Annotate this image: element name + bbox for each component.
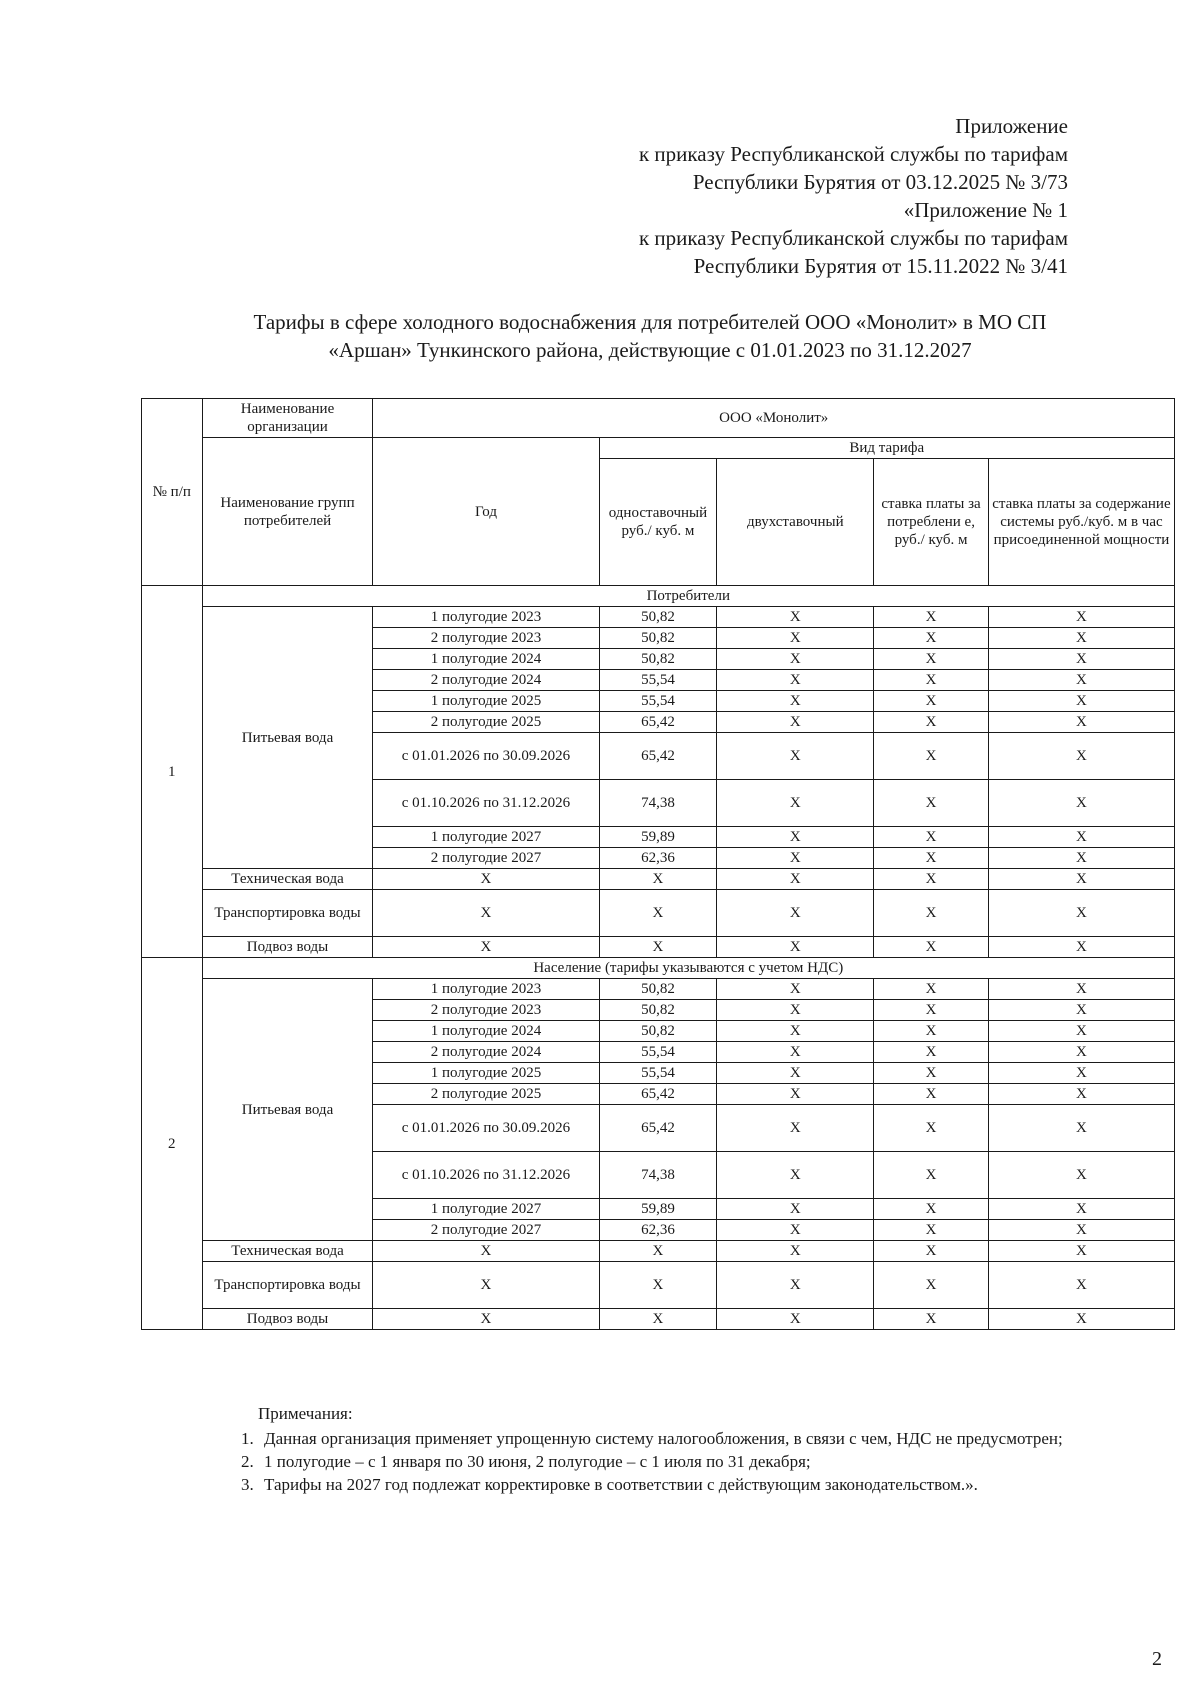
column-header-maintenance: ставка платы за содержание системы руб./куб. м в час присоединенной мощности [988, 459, 1174, 586]
column-header-double: двухставочный [717, 459, 874, 586]
consumption-rate-cell: Х [874, 712, 989, 733]
note-item: 1. Данная организация применяет упрощенную систему налогообложения, в связи с чем, НДС не предусмотрен; [258, 1427, 1168, 1450]
consumer-group: Подвоз воды [202, 1309, 373, 1330]
double-rate-cell: Х [717, 1220, 874, 1241]
maintenance-rate-cell: Х [988, 1220, 1174, 1241]
maintenance-rate-cell: Х [988, 649, 1174, 670]
maintenance-rate-cell: Х [988, 869, 1174, 890]
consumption-rate-cell: Х [874, 937, 989, 958]
maintenance-rate-cell: Х [988, 670, 1174, 691]
double-rate-cell: Х [717, 1105, 874, 1152]
consumer-group: Питьевая вода [202, 979, 373, 1241]
consumption-rate-cell: Х [874, 1152, 989, 1199]
header-line: Приложение [955, 114, 1068, 138]
column-header-org-name: Наименование организации [202, 399, 373, 438]
consumption-rate-cell: Х [874, 1220, 989, 1241]
period-cell: с 01.01.2026 по 30.09.2026 [373, 733, 599, 780]
consumption-rate-cell: Х [874, 979, 989, 1000]
double-rate-cell: Х [717, 780, 874, 827]
row-number: 1 [142, 586, 203, 958]
table-row [142, 1309, 1175, 1330]
single-rate-cell: 55,54 [599, 691, 717, 712]
single-rate-cell: 59,89 [599, 1199, 717, 1220]
period-cell: с 01.10.2026 по 31.12.2026 [373, 1152, 599, 1199]
page-number: 2 [1152, 1648, 1162, 1670]
consumer-group: Техническая вода [202, 869, 373, 890]
consumption-rate-cell: Х [874, 1199, 989, 1220]
period-cell: 2 полугодие 2024 [373, 670, 599, 691]
period-cell: Х [373, 1262, 599, 1309]
maintenance-rate-cell: Х [988, 848, 1174, 869]
maintenance-rate-cell: Х [988, 628, 1174, 649]
double-rate-cell: Х [717, 1021, 874, 1042]
consumer-group: Транспортировка воды [202, 1262, 373, 1309]
table-row [142, 979, 1175, 1000]
maintenance-rate-cell: Х [988, 979, 1174, 1000]
consumption-rate-cell: Х [874, 1000, 989, 1021]
section-label-row [142, 586, 1175, 607]
single-rate-cell: 65,42 [599, 1105, 717, 1152]
period-cell: Х [373, 1241, 599, 1262]
period-cell: Х [373, 937, 599, 958]
consumption-rate-cell: Х [874, 670, 989, 691]
period-cell: с 01.10.2026 по 31.12.2026 [373, 780, 599, 827]
period-cell: 1 полугодие 2027 [373, 827, 599, 848]
consumption-rate-cell: Х [874, 733, 989, 780]
double-rate-cell: Х [717, 733, 874, 780]
consumption-rate-cell: Х [874, 869, 989, 890]
double-rate-cell: Х [717, 869, 874, 890]
maintenance-rate-cell: Х [988, 1309, 1174, 1330]
consumption-rate-cell: Х [874, 848, 989, 869]
consumption-rate-cell: Х [874, 1309, 989, 1330]
single-rate-cell: 74,38 [599, 780, 717, 827]
double-rate-cell: Х [717, 1262, 874, 1309]
consumption-rate-cell: Х [874, 890, 989, 937]
maintenance-rate-cell: Х [988, 1105, 1174, 1152]
consumption-rate-cell: Х [874, 1021, 989, 1042]
table-row [142, 1241, 1175, 1262]
consumption-rate-cell: Х [874, 607, 989, 628]
row-number: 2 [142, 958, 203, 1330]
consumption-rate-cell: Х [874, 780, 989, 827]
maintenance-rate-cell: Х [988, 1084, 1174, 1105]
consumption-rate-cell: Х [874, 1241, 989, 1262]
maintenance-rate-cell: Х [988, 1199, 1174, 1220]
double-rate-cell: Х [717, 1241, 874, 1262]
maintenance-rate-cell: Х [988, 1042, 1174, 1063]
maintenance-rate-cell: Х [988, 1063, 1174, 1084]
period-cell: 2 полугодие 2025 [373, 712, 599, 733]
double-rate-cell: Х [717, 628, 874, 649]
double-rate-cell: Х [717, 1152, 874, 1199]
single-rate-cell: Х [599, 890, 717, 937]
period-cell: 2 полугодие 2027 [373, 848, 599, 869]
section-label: Потребители [202, 586, 1174, 607]
consumer-group: Транспортировка воды [202, 890, 373, 937]
column-header-single: одноставочный руб./ куб. м [599, 459, 717, 586]
single-rate-cell: 55,54 [599, 1042, 717, 1063]
maintenance-rate-cell: Х [988, 733, 1174, 780]
document-title [140, 308, 1160, 364]
period-cell: 1 полугодие 2024 [373, 1021, 599, 1042]
single-rate-cell: Х [599, 1309, 717, 1330]
table-row [142, 937, 1175, 958]
single-rate-cell: 50,82 [599, 607, 717, 628]
header-line: «Приложение № 1 [903, 198, 1068, 222]
single-rate-cell: 62,36 [599, 1220, 717, 1241]
notes-list [228, 1427, 1168, 1496]
double-rate-cell: Х [717, 937, 874, 958]
header-line: к приказу Республиканской службы по тарифам [638, 142, 1068, 166]
maintenance-rate-cell: Х [988, 1000, 1174, 1021]
maintenance-rate-cell: Х [988, 780, 1174, 827]
double-rate-cell: Х [717, 827, 874, 848]
consumer-group: Подвоз воды [202, 937, 373, 958]
single-rate-cell: 65,42 [599, 733, 717, 780]
single-rate-cell: 50,82 [599, 628, 717, 649]
notes-title: Примечания: [258, 1404, 353, 1423]
table-row [142, 890, 1175, 937]
period-cell: Х [373, 890, 599, 937]
single-rate-cell: Х [599, 937, 717, 958]
period-cell: 1 полугодие 2024 [373, 649, 599, 670]
double-rate-cell: Х [717, 607, 874, 628]
consumer-group: Питьевая вода [202, 607, 373, 869]
single-rate-cell: 65,42 [599, 712, 717, 733]
table-row [142, 1262, 1175, 1309]
consumer-group: Техническая вода [202, 1241, 373, 1262]
double-rate-cell: Х [717, 1084, 874, 1105]
consumption-rate-cell: Х [874, 1042, 989, 1063]
single-rate-cell: 55,54 [599, 1063, 717, 1084]
maintenance-rate-cell: Х [988, 691, 1174, 712]
single-rate-cell: 65,42 [599, 1084, 717, 1105]
period-cell: 2 полугодие 2025 [373, 1084, 599, 1105]
consumption-rate-cell: Х [874, 827, 989, 848]
single-rate-cell: 74,38 [599, 1152, 717, 1199]
org-name: ООО «Монолит» [373, 399, 1175, 438]
single-rate-cell: Х [599, 1241, 717, 1262]
consumption-rate-cell: Х [874, 691, 989, 712]
double-rate-cell: Х [717, 1042, 874, 1063]
notes-section [228, 1402, 1168, 1496]
header-row-org [142, 399, 1175, 438]
table-row [142, 869, 1175, 890]
note-item: 3. Тарифы на 2027 год подлежат корректировке в соответствии с действующим законодательством.». [258, 1473, 1168, 1496]
title-line-2: «Аршан» Тункинского района, действующие с 01.01.2023 по 31.12.2027 [328, 338, 972, 362]
consumption-rate-cell: Х [874, 1105, 989, 1152]
period-cell: 1 полугодие 2023 [373, 979, 599, 1000]
period-cell: 1 полугодие 2025 [373, 691, 599, 712]
maintenance-rate-cell: Х [988, 1021, 1174, 1042]
double-rate-cell: Х [717, 712, 874, 733]
single-rate-cell: Х [599, 869, 717, 890]
period-cell: 2 полугодие 2027 [373, 1220, 599, 1241]
double-rate-cell: Х [717, 670, 874, 691]
single-rate-cell: 50,82 [599, 979, 717, 1000]
double-rate-cell: Х [717, 848, 874, 869]
period-cell: с 01.01.2026 по 30.09.2026 [373, 1105, 599, 1152]
double-rate-cell: Х [717, 1309, 874, 1330]
column-header-consumption: ставка платы за потреблени е, руб./ куб. м [874, 459, 989, 586]
single-rate-cell: 62,36 [599, 848, 717, 869]
document-header [368, 112, 1068, 280]
double-rate-cell: Х [717, 649, 874, 670]
double-rate-cell: Х [717, 1000, 874, 1021]
consumption-rate-cell: Х [874, 1084, 989, 1105]
consumption-rate-cell: Х [874, 649, 989, 670]
header-line: Республики Бурятия от 15.11.2022 № 3/41 [693, 254, 1068, 278]
single-rate-cell: 50,82 [599, 649, 717, 670]
header-line: к приказу Республиканской службы по тарифам [638, 226, 1068, 250]
single-rate-cell: Х [599, 1262, 717, 1309]
maintenance-rate-cell: Х [988, 1241, 1174, 1262]
maintenance-rate-cell: Х [988, 607, 1174, 628]
period-cell: Х [373, 869, 599, 890]
period-cell: 1 полугодие 2025 [373, 1063, 599, 1084]
maintenance-rate-cell: Х [988, 890, 1174, 937]
column-header-num: № п/п [142, 399, 203, 586]
double-rate-cell: Х [717, 1063, 874, 1084]
period-cell: 2 полугодие 2023 [373, 1000, 599, 1021]
column-header-year: Год [373, 438, 599, 586]
header-line: Республики Бурятия от 03.12.2025 № 3/73 [692, 170, 1068, 194]
double-rate-cell: Х [717, 1199, 874, 1220]
maintenance-rate-cell: Х [988, 712, 1174, 733]
consumption-rate-cell: Х [874, 628, 989, 649]
column-header-group: Наименование групп потребителей [202, 438, 373, 586]
title-line-1: Тарифы в сфере холодного водоснабжения для потребителей ООО «Монолит» в МО СП [253, 310, 1047, 334]
period-cell: 1 полугодие 2027 [373, 1199, 599, 1220]
period-cell: 1 полугодие 2023 [373, 607, 599, 628]
maintenance-rate-cell: Х [988, 1152, 1174, 1199]
section-label: Население (тарифы указываются с учетом НДС) [202, 958, 1174, 979]
tariff-type-header: Вид тарифа [599, 438, 1175, 459]
single-rate-cell: 59,89 [599, 827, 717, 848]
note-item: 2. 1 полугодие – с 1 января по 30 июня, 2 полугодие – с 1 июля по 31 декабря; [258, 1450, 1168, 1473]
maintenance-rate-cell: Х [988, 937, 1174, 958]
consumption-rate-cell: Х [874, 1063, 989, 1084]
single-rate-cell: 55,54 [599, 670, 717, 691]
table-row [142, 607, 1175, 628]
single-rate-cell: 50,82 [599, 1000, 717, 1021]
double-rate-cell: Х [717, 979, 874, 1000]
period-cell: 2 полугодие 2023 [373, 628, 599, 649]
tariff-table [141, 398, 1175, 1330]
period-cell: Х [373, 1309, 599, 1330]
double-rate-cell: Х [717, 890, 874, 937]
double-rate-cell: Х [717, 691, 874, 712]
section-label-row [142, 958, 1175, 979]
period-cell: 2 полугодие 2024 [373, 1042, 599, 1063]
header-row-type [142, 438, 1175, 459]
maintenance-rate-cell: Х [988, 1262, 1174, 1309]
consumption-rate-cell: Х [874, 1262, 989, 1309]
single-rate-cell: 50,82 [599, 1021, 717, 1042]
maintenance-rate-cell: Х [988, 827, 1174, 848]
